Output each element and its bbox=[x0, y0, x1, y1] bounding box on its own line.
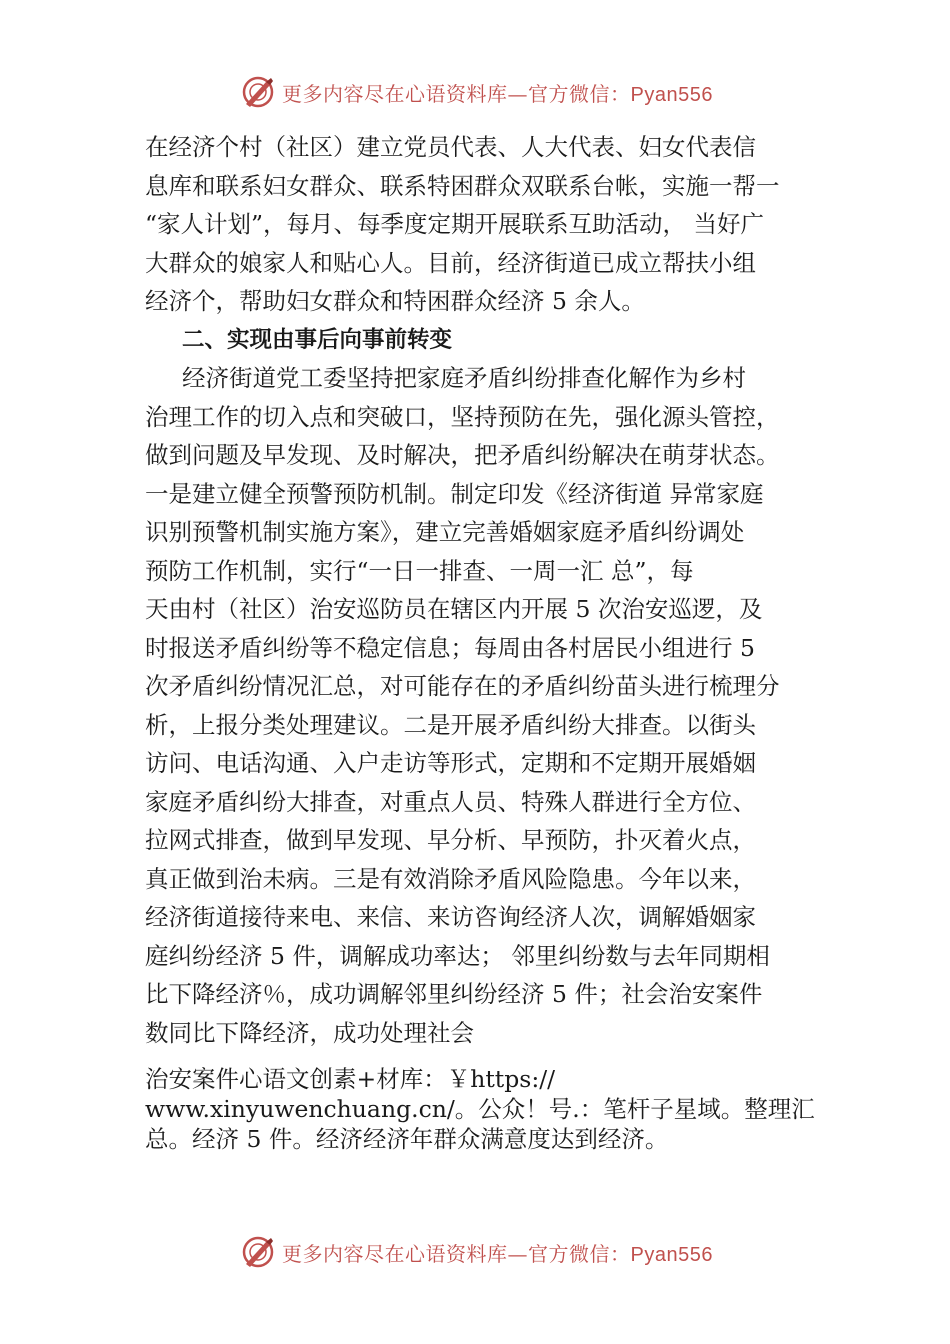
text-line: 做到问题及早发现、及时解决，把矛盾纠纷解决在萌芽状态。 bbox=[145, 441, 780, 469]
text-line: 真正做到治未病。三是有效消除矛盾风险隐患。今年以来， bbox=[145, 864, 756, 893]
pen-logo-icon bbox=[240, 1234, 276, 1270]
text-line: 析，上报分类处理建议。二是开展矛盾纠纷大排查。以街头 bbox=[145, 710, 756, 739]
text-line: www.xinyuwenchuang.cn/。公众！号.：笔杆子星域。整理汇 bbox=[145, 1095, 815, 1123]
text-line: 数同比下降经济，成功处理社会 bbox=[145, 1018, 474, 1047]
text-line: 经济街道党工委坚持把家庭矛盾纠纷排查化解作为乡村 bbox=[182, 364, 746, 392]
text-line: 一是建立健全预警预防机制。制定印发《经济街道 异常家庭 bbox=[145, 479, 764, 508]
text-line: 预防工作机制，实行“一日一排查、一周一汇 总”，每 bbox=[145, 556, 694, 585]
watermark-text: 更多内容尽在心语资料库—官方微信：Pyan556 bbox=[282, 1241, 713, 1266]
text-line: 在经济个村（社区）建立党员代表、人大代表、妇女代表信 bbox=[145, 133, 756, 161]
text-line: 拉网式排查，做到早发现、早分析、早预防，扑灭着火点， bbox=[145, 826, 756, 854]
text-line: 大群众的娘家人和贴心人。目前，经济街道已成立帮扶小组 bbox=[145, 248, 756, 277]
text-line: 访问、电话沟通、入户走访等形式，定期和不定期开展婚姻 bbox=[145, 749, 756, 777]
watermark-id: Pyan556 bbox=[630, 1243, 713, 1266]
text-line: “家人计划”，每月、每季度定期开展联系互助活动， 当好广 bbox=[145, 210, 764, 238]
text-line: 治安案件心语文创素+材库：￥https:// bbox=[145, 1065, 556, 1093]
text-line: 识别预警机制实施方案》，建立完善婚姻家庭矛盾纠纷调处 bbox=[145, 518, 745, 546]
watermark-footer bbox=[240, 1232, 713, 1272]
watermark-id: Pyan556 bbox=[630, 83, 713, 106]
pen-logo-icon bbox=[240, 74, 276, 110]
text-line: 经济街道接待来电、来信、来访咨询经济人次，调解婚姻家 bbox=[145, 903, 756, 931]
section-paragraph bbox=[145, 359, 850, 1052]
text-line: 时报送矛盾纠纷等不稳定信息；每周由各村居民小组进行 5 bbox=[145, 633, 755, 662]
watermark-header bbox=[240, 72, 713, 112]
text-line: 经济个，帮助妇女群众和特困群众经济 5 余人。 bbox=[145, 287, 645, 315]
source-note bbox=[145, 1064, 850, 1154]
text-line: 比下降经济％，成功调解邻里纠纷经济 5 件；社会治安案件 bbox=[145, 980, 763, 1008]
text-line: 家庭矛盾纠纷大排查，对重点人员、特殊人群进行全方位、 bbox=[145, 787, 756, 816]
watermark-text: 更多内容尽在心语资料库—官方微信：Pyan556 bbox=[282, 81, 713, 106]
opening-paragraph bbox=[145, 128, 850, 321]
text-line: 次矛盾纠纷情况汇总，对可能存在的矛盾纠纷苗头进行梳理分 bbox=[145, 672, 780, 700]
section-heading: 二、实现由事后向事前转变 bbox=[182, 326, 453, 353]
text-line: 庭纠纷经济 5 件，调解成功率达； 邻里纠纷数与去年同期相 bbox=[145, 941, 770, 970]
document-body bbox=[145, 128, 850, 1154]
text-line: 总。经济 5 件。经济经济年群众满意度达到经济。 bbox=[145, 1125, 669, 1153]
text-line: 天由村（社区）治安巡防员在辖区内开展 5 次治安巡逻，及 bbox=[145, 595, 763, 623]
text-line: 息库和联系妇女群众、联系特困群众双联系台帐，实施一帮一 bbox=[145, 171, 780, 200]
text-line: 治理工作的切入点和突破口，坚持预防在先，强化源头管控， bbox=[145, 402, 780, 431]
